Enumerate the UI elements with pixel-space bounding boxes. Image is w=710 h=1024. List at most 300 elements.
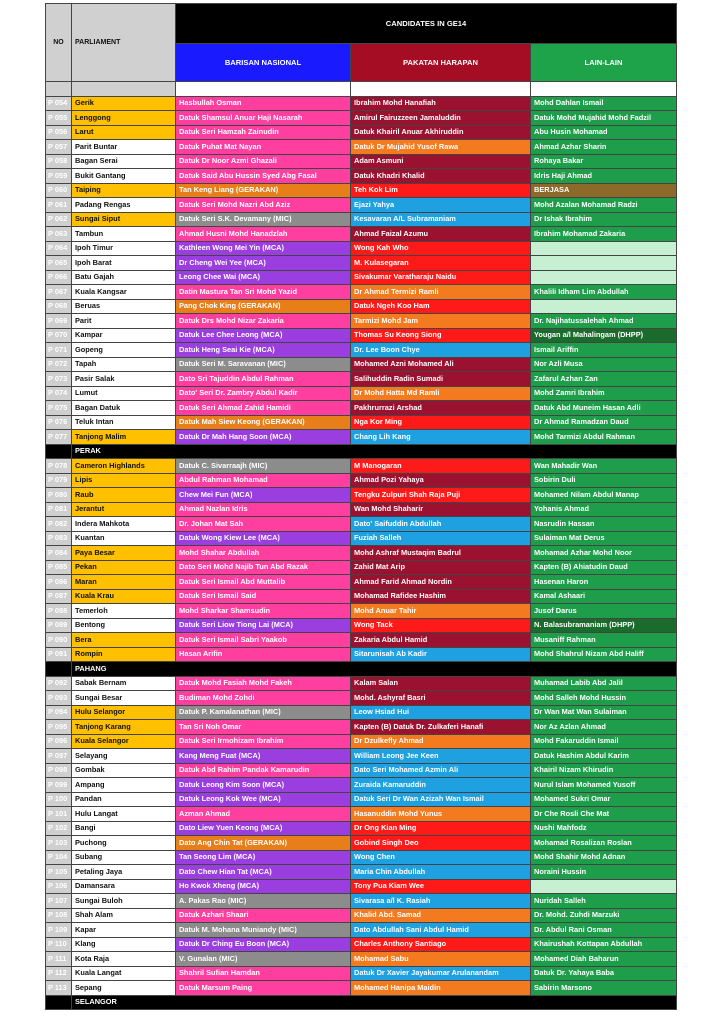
bn-candidate: Budiman Mohd Zohdi (176, 691, 351, 706)
other-candidate: Mohd Salleh Mohd Hussin (531, 691, 677, 706)
constituency-name: Bagan Datuk (72, 401, 176, 416)
table-row (46, 473, 677, 488)
constituency-number: P 061 (46, 198, 72, 213)
other-candidate: Dr Ahmad Ramadzan Daud (531, 415, 677, 430)
other-candidate: Mohd Azalan Mohamad Radzi (531, 198, 677, 213)
constituency-number: P 091 (46, 647, 72, 662)
other-candidate (531, 256, 677, 271)
header-bn: BARISAN NASIONAL (176, 44, 351, 82)
constituency-number: P 060 (46, 183, 72, 198)
bn-candidate: Dr. Johan Mat Sah (176, 517, 351, 532)
table-row (46, 415, 677, 430)
ph-candidate: Adam Asmuni (351, 154, 531, 169)
other-candidate: Dr. Mohd. Zuhdi Marzuki (531, 908, 677, 923)
constituency-number: P 092 (46, 676, 72, 691)
other-candidate: Ahmad Azhar Sharin (531, 140, 677, 155)
constituency-number: P 093 (46, 691, 72, 706)
bn-candidate: Datuk Seri Hamzah Zainudin (176, 125, 351, 140)
ph-candidate: Wong Kah Who (351, 241, 531, 256)
header-parliament: PARLIAMENT (72, 4, 176, 82)
constituency-number: P 113 (46, 981, 72, 996)
table-row (46, 459, 677, 474)
ph-candidate: Thomas Su Keong Siong (351, 328, 531, 343)
other-candidate: BERJASA (531, 183, 677, 198)
constituency-number: P 097 (46, 749, 72, 764)
constituency-name: Damansara (72, 879, 176, 894)
bn-candidate: Tan Keng Liang (GERAKAN) (176, 183, 351, 198)
constituency-number: P 094 (46, 705, 72, 720)
ph-candidate: Tarmizi Mohd Jam (351, 314, 531, 329)
bn-candidate: Dato Liew Yuen Keong (MCA) (176, 821, 351, 836)
ph-candidate: Dr Mohd Hatta Md Ramli (351, 386, 531, 401)
other-candidate: Yougan a/l Mahalingam (DHPP) (531, 328, 677, 343)
other-candidate: Khairil Nizam Khirudin (531, 763, 677, 778)
ph-candidate: Tengku Zulpuri Shah Raja Puji (351, 488, 531, 503)
ph-candidate: Zakaria Abdul Hamid (351, 633, 531, 648)
constituency-number: P 095 (46, 720, 72, 735)
ph-candidate: Datuk Dr Mujahid Yusof Rawa (351, 140, 531, 155)
constituency-name: Selayang (72, 749, 176, 764)
constituency-name: Sepang (72, 981, 176, 996)
constituency-number: P 082 (46, 517, 72, 532)
candidates-table (45, 3, 677, 1010)
ph-candidate: Kalam Salan (351, 676, 531, 691)
bn-candidate: Datuk Mohd Fasiah Mohd Fakeh (176, 676, 351, 691)
constituency-number: P 099 (46, 778, 72, 793)
other-candidate: Mohd Shahir Mohd Adnan (531, 850, 677, 865)
state-separator (46, 662, 677, 677)
constituency-number: P 077 (46, 430, 72, 445)
bn-candidate: Datuk Said Abu Hussin Syed Abg Fasal (176, 169, 351, 184)
bn-candidate: Datuk Abd Rahim Pandak Kamarudin (176, 763, 351, 778)
other-candidate: Abu Husin Mohamad (531, 125, 677, 140)
other-candidate: Datuk Mohd Mujahid Mohd Fadzil (531, 111, 677, 126)
constituency-number: P 112 (46, 966, 72, 981)
constituency-name: Subang (72, 850, 176, 865)
constituency-number: P 076 (46, 415, 72, 430)
bn-candidate: Dato Chew Hian Tat (MCA) (176, 865, 351, 880)
other-candidate: Sabirin Marsono (531, 981, 677, 996)
table-row (46, 778, 677, 793)
other-candidate: Mohamed Sukri Omar (531, 792, 677, 807)
table-row (46, 488, 677, 503)
other-candidate (531, 270, 677, 285)
bn-candidate: Datuk P. Kamalanathan (MIC) (176, 705, 351, 720)
constituency-number: P 088 (46, 604, 72, 619)
ph-candidate: Wong Tack (351, 618, 531, 633)
header-others: LAIN-LAIN (531, 44, 677, 82)
ph-candidate: Ahmad Farid Ahmad Nordin (351, 575, 531, 590)
other-candidate: Mohd Shahrul Nizam Abd Haliff (531, 647, 677, 662)
ph-candidate: M. Kulasegaran (351, 256, 531, 271)
other-candidate: Nurul Islam Mohamed Yusoff (531, 778, 677, 793)
constituency-name: Tambun (72, 227, 176, 242)
state-label: SELANGOR (72, 995, 677, 1010)
table-row (46, 749, 677, 764)
bn-candidate: Datuk Seri Ismail Said (176, 589, 351, 604)
bn-candidate: Datuk Leong Kok Wee (MCA) (176, 792, 351, 807)
ph-candidate: Dr Ahmad Termizi Ramli (351, 285, 531, 300)
ph-candidate: Dato Seri Mohamed Azmin Ali (351, 763, 531, 778)
constituency-name: Kuala Selangor (72, 734, 176, 749)
constituency-name: Tapah (72, 357, 176, 372)
ph-candidate: Datuk Khairil Anuar Akhiruddin (351, 125, 531, 140)
header-spacer (351, 82, 531, 97)
ph-candidate: Ejazi Yahya (351, 198, 531, 213)
constituency-name: Paya Besar (72, 546, 176, 561)
constituency-name: Teluk Intan (72, 415, 176, 430)
table-row (46, 937, 677, 952)
state-separator-blank (46, 662, 72, 677)
bn-candidate: Datuk Seri M. Saravanan (MIC) (176, 357, 351, 372)
bn-candidate: Dato Seri Mohd Najib Tun Abd Razak (176, 560, 351, 575)
ph-candidate: M Manogaran (351, 459, 531, 474)
other-candidate: Mohamad Azhar Mohd Noor (531, 546, 677, 561)
bn-candidate: Datuk Puhat Mat Nayan (176, 140, 351, 155)
constituency-number: P 070 (46, 328, 72, 343)
constituency-name: Kota Raja (72, 952, 176, 967)
constituency-name: Kapar (72, 923, 176, 938)
bn-candidate: Leong Chee Wai (MCA) (176, 270, 351, 285)
bn-candidate: Kathleen Wong Mei Yin (MCA) (176, 241, 351, 256)
state-separator-blank (46, 995, 72, 1010)
ph-candidate: Pakhrurrazi Arshad (351, 401, 531, 416)
constituency-name: Puchong (72, 836, 176, 851)
constituency-name: Jerantut (72, 502, 176, 517)
constituency-number: P 058 (46, 154, 72, 169)
constituency-number: P 079 (46, 473, 72, 488)
state-label: PAHANG (72, 662, 677, 677)
bn-candidate: Datuk Drs Mohd Nizar Zakaria (176, 314, 351, 329)
constituency-name: Taiping (72, 183, 176, 198)
constituency-number: P 104 (46, 850, 72, 865)
bn-candidate: Datuk Seri Ahmad Zahid Hamidi (176, 401, 351, 416)
table-row (46, 734, 677, 749)
other-candidate: Nor Az Azlan Ahmad (531, 720, 677, 735)
ph-candidate: Datuk Dr Xavier Jayakumar Arulanandam (351, 966, 531, 981)
table-row (46, 154, 677, 169)
constituency-number: P 055 (46, 111, 72, 126)
ph-candidate: Dato Abdullah Sani Abdul Hamid (351, 923, 531, 938)
ph-candidate: Chang Lih Kang (351, 430, 531, 445)
bn-candidate: Datuk Seri Mohd Nazri Abd Aziz (176, 198, 351, 213)
other-candidate: Khairushah Kottapan Abdullah (531, 937, 677, 952)
other-candidate: Idris Haji Ahmad (531, 169, 677, 184)
other-candidate (531, 879, 677, 894)
constituency-name: Tanjong Malim (72, 430, 176, 445)
bn-candidate: Datin Mastura Tan Sri Mohd Yazid (176, 285, 351, 300)
constituency-name: Temerloh (72, 604, 176, 619)
bn-candidate: Datuk Heng Seai Kie (MCA) (176, 343, 351, 358)
state-label: PERAK (72, 444, 677, 459)
bn-candidate: Tan Sri Noh Omar (176, 720, 351, 735)
constituency-name: Pasir Salak (72, 372, 176, 387)
table-row (46, 604, 677, 619)
ph-candidate: Dr. Lee Boon Chye (351, 343, 531, 358)
table-row (46, 285, 677, 300)
constituency-name: Indera Mahkota (72, 517, 176, 532)
ph-candidate: Datuk Ngeh Koo Ham (351, 299, 531, 314)
bn-candidate: Dato Ang Chin Tat (GERAKAN) (176, 836, 351, 851)
ph-candidate: Mohamad Rafidee Hashim (351, 589, 531, 604)
constituency-number: P 073 (46, 372, 72, 387)
table-row (46, 140, 677, 155)
other-candidate: Musaniff Rahman (531, 633, 677, 648)
bn-candidate: Hasan Arifin (176, 647, 351, 662)
constituency-number: P 056 (46, 125, 72, 140)
ph-candidate: Zuraida Kamaruddin (351, 778, 531, 793)
constituency-number: P 069 (46, 314, 72, 329)
table-row (46, 299, 677, 314)
bn-candidate: Azman Ahmad (176, 807, 351, 822)
bn-candidate: Hasbullah Osman (176, 96, 351, 111)
ph-candidate: Dato' Saifuddin Abdullah (351, 517, 531, 532)
table-row (46, 328, 677, 343)
other-candidate: Mohd Dahlan Ismail (531, 96, 677, 111)
bn-candidate: Ahmad Nazlan Idris (176, 502, 351, 517)
constituency-name: Sungai Siput (72, 212, 176, 227)
ph-candidate: Dr Dzulkefly Ahmad (351, 734, 531, 749)
bn-candidate: Kang Meng Fuat (MCA) (176, 749, 351, 764)
header-no: NO (46, 4, 72, 82)
constituency-number: P 054 (46, 96, 72, 111)
bn-candidate: Tan Seong Lim (MCA) (176, 850, 351, 865)
bn-candidate: V. Gunalan (MIC) (176, 952, 351, 967)
constituency-number: P 059 (46, 169, 72, 184)
ph-candidate: William Leong Jee Keen (351, 749, 531, 764)
constituency-number: P 068 (46, 299, 72, 314)
table-row (46, 517, 677, 532)
other-candidate (531, 241, 677, 256)
table-row (46, 169, 677, 184)
bn-candidate: A. Pakas Rao (MIC) (176, 894, 351, 909)
ph-candidate: Hasanuddin Mohd Yunus (351, 807, 531, 822)
bn-candidate: Datuk Dr Noor Azmi Ghazali (176, 154, 351, 169)
other-candidate: Ismail Ariffin (531, 343, 677, 358)
constituency-name: Pandan (72, 792, 176, 807)
constituency-number: P 078 (46, 459, 72, 474)
table-row (46, 314, 677, 329)
constituency-name: Bera (72, 633, 176, 648)
ph-candidate: Sivarasa a/l K. Rasiah (351, 894, 531, 909)
ph-candidate: Nga Kor Ming (351, 415, 531, 430)
other-candidate: Dr Ishak Ibrahim (531, 212, 677, 227)
constituency-name: Lenggong (72, 111, 176, 126)
ph-candidate: Datuk Khadri Khalid (351, 169, 531, 184)
table-row (46, 560, 677, 575)
table-row (46, 676, 677, 691)
ph-candidate: Kesavaran A/L Subramaniam (351, 212, 531, 227)
table-row (46, 908, 677, 923)
bn-candidate: Dato Sri Tajuddin Abdul Rahman (176, 372, 351, 387)
table-row (46, 879, 677, 894)
table-row (46, 183, 677, 198)
constituency-number: P 098 (46, 763, 72, 778)
bn-candidate: Dato' Seri Dr. Zambry Abdul Kadir (176, 386, 351, 401)
other-candidate: Dr Wan Mat Wan Sulaiman (531, 705, 677, 720)
state-separator-blank (46, 444, 72, 459)
state-separator (46, 995, 677, 1010)
ph-candidate: Mohamed Hanipa Maidin (351, 981, 531, 996)
constituency-name: Ipoh Barat (72, 256, 176, 271)
bn-candidate: Datuk Seri Ismail Abd Muttalib (176, 575, 351, 590)
ph-candidate: Mohd Ashraf Mustaqim Badrul (351, 546, 531, 561)
constituency-name: Hulu Selangor (72, 705, 176, 720)
other-candidate: Sulaiman Mat Derus (531, 531, 677, 546)
bn-candidate: Datuk Dr Mah Hang Soon (MCA) (176, 430, 351, 445)
state-separator (46, 444, 677, 459)
other-candidate: Nuridah Salleh (531, 894, 677, 909)
other-candidate: Mohamed Nilam Abdul Manap (531, 488, 677, 503)
bn-candidate: Datuk C. Sivarraajh (MIC) (176, 459, 351, 474)
ph-candidate: Datuk Seri Dr Wan Azizah Wan Ismail (351, 792, 531, 807)
ph-candidate: Amirul Fairuzzeen Jamaluddin (351, 111, 531, 126)
bn-candidate: Datuk Seri S.K. Devamany (MIC) (176, 212, 351, 227)
constituency-number: P 102 (46, 821, 72, 836)
other-candidate: Kapten (B) Ahiatudin Daud (531, 560, 677, 575)
other-candidate: Mohd Zamri Ibrahim (531, 386, 677, 401)
table-row (46, 212, 677, 227)
constituency-name: Bukit Gantang (72, 169, 176, 184)
constituency-number: P 074 (46, 386, 72, 401)
constituency-name: Shah Alam (72, 908, 176, 923)
constituency-name: Batu Gajah (72, 270, 176, 285)
other-candidate: Datuk Hashim Abdul Karim (531, 749, 677, 764)
header-spacer (531, 82, 677, 97)
other-candidate: Sobirin Duli (531, 473, 677, 488)
table-row (46, 647, 677, 662)
ph-candidate: Khalid Abd. Samad (351, 908, 531, 923)
table-row (46, 894, 677, 909)
constituency-name: Raub (72, 488, 176, 503)
ph-candidate: Mohd. Ashyraf Basri (351, 691, 531, 706)
constituency-number: P 063 (46, 227, 72, 242)
ph-candidate: Mohd Anuar Tahir (351, 604, 531, 619)
ph-candidate: Mohamed Azni Mohamed Ali (351, 357, 531, 372)
table-row (46, 865, 677, 880)
constituency-name: Bangi (72, 821, 176, 836)
other-candidate: N. Balasubramaniam (DHPP) (531, 618, 677, 633)
candidates-document (45, 3, 676, 1010)
ph-candidate: Maria Chin Abdullah (351, 865, 531, 880)
bn-candidate: Datuk Marsum Paing (176, 981, 351, 996)
ph-candidate: Fuziah Salleh (351, 531, 531, 546)
ph-candidate: Teh Kok Lim (351, 183, 531, 198)
constituency-name: Kuantan (72, 531, 176, 546)
header-ph: PAKATAN HARAPAN (351, 44, 531, 82)
bn-candidate: Datuk Seri Irmohizam Ibrahim (176, 734, 351, 749)
header-spacer (46, 82, 72, 97)
bn-candidate: Abdul Rahman Mohamad (176, 473, 351, 488)
other-candidate: Mohamed Diah Baharun (531, 952, 677, 967)
other-candidate: Nasrudin Hassan (531, 517, 677, 532)
constituency-number: P 075 (46, 401, 72, 416)
table-row (46, 763, 677, 778)
other-candidate: Mohamad Rosalizan Roslan (531, 836, 677, 851)
bn-candidate: Datuk Dr Ching Eu Boon (MCA) (176, 937, 351, 952)
other-candidate: Muhamad Labib Abd Jalil (531, 676, 677, 691)
header-candidates: CANDIDATES IN GE14 (176, 4, 677, 44)
constituency-name: Ampang (72, 778, 176, 793)
table-row (46, 575, 677, 590)
bn-candidate: Datuk M. Mohana Muniandy (MIC) (176, 923, 351, 938)
constituency-number: P 101 (46, 807, 72, 822)
bn-candidate: Mohd Shahar Abdullah (176, 546, 351, 561)
table-row (46, 125, 677, 140)
constituency-name: Sungai Besar (72, 691, 176, 706)
table-row (46, 952, 677, 967)
table-row (46, 792, 677, 807)
constituency-name: Padang Rengas (72, 198, 176, 213)
bn-candidate: Datuk Shamsul Anuar Haji Nasarah (176, 111, 351, 126)
other-candidate: Hasenan Haron (531, 575, 677, 590)
constituency-number: P 084 (46, 546, 72, 561)
table-row (46, 589, 677, 604)
constituency-number: P 071 (46, 343, 72, 358)
constituency-number: P 111 (46, 952, 72, 967)
constituency-number: P 100 (46, 792, 72, 807)
other-candidate: Rohaya Bakar (531, 154, 677, 169)
constituency-name: Tanjong Karang (72, 720, 176, 735)
constituency-name: Lipis (72, 473, 176, 488)
table-row (46, 357, 677, 372)
other-candidate: Ibrahim Mohamad Zakaria (531, 227, 677, 242)
constituency-number: P 064 (46, 241, 72, 256)
ph-candidate: Gobind Singh Deo (351, 836, 531, 851)
ph-candidate: Dr Ong Kian Ming (351, 821, 531, 836)
bn-candidate: Datuk Wong Kiew Lee (MCA) (176, 531, 351, 546)
constituency-name: Rompin (72, 647, 176, 662)
other-candidate: Mohd Tarmizi Abdul Rahman (531, 430, 677, 445)
bn-candidate: Mohd Sharkar Shamsudin (176, 604, 351, 619)
table-row (46, 372, 677, 387)
table-row (46, 227, 677, 242)
constituency-number: P 109 (46, 923, 72, 938)
other-candidate: Mohd Fakaruddin Ismail (531, 734, 677, 749)
other-candidate: Datuk Abd Muneim Hasan Adli (531, 401, 677, 416)
constituency-name: Kuala Kangsar (72, 285, 176, 300)
constituency-name: Kampar (72, 328, 176, 343)
table-row (46, 96, 677, 111)
bn-candidate: Ho Kwok Xheng (MCA) (176, 879, 351, 894)
ph-candidate: Kapten (B) Datuk Dr. Zulkaferi Hanafi (351, 720, 531, 735)
constituency-name: Sungai Buloh (72, 894, 176, 909)
other-candidate: Kamal Ashaari (531, 589, 677, 604)
constituency-name: Ipoh Timur (72, 241, 176, 256)
table-row (46, 343, 677, 358)
bn-candidate: Datuk Azhari Shaari (176, 908, 351, 923)
bn-candidate: Chew Mei Fun (MCA) (176, 488, 351, 503)
ph-candidate: Sivakumar Varatharaju Naidu (351, 270, 531, 285)
constituency-name: Hulu Langat (72, 807, 176, 822)
constituency-name: Gerik (72, 96, 176, 111)
constituency-number: P 080 (46, 488, 72, 503)
ph-candidate: Zahid Mat Arip (351, 560, 531, 575)
constituency-number: P 083 (46, 531, 72, 546)
table-row (46, 502, 677, 517)
constituency-number: P 086 (46, 575, 72, 590)
table-row (46, 807, 677, 822)
other-candidate: Khalili Idham Lim Abdullah (531, 285, 677, 300)
ph-candidate: Leow Hsiad Hui (351, 705, 531, 720)
constituency-number: P 067 (46, 285, 72, 300)
table-row (46, 923, 677, 938)
ph-candidate: Tony Pua Kiam Wee (351, 879, 531, 894)
table-row (46, 633, 677, 648)
constituency-name: Bentong (72, 618, 176, 633)
bn-candidate: Datuk Lee Chee Leong (MCA) (176, 328, 351, 343)
ph-candidate: Wong Chen (351, 850, 531, 865)
